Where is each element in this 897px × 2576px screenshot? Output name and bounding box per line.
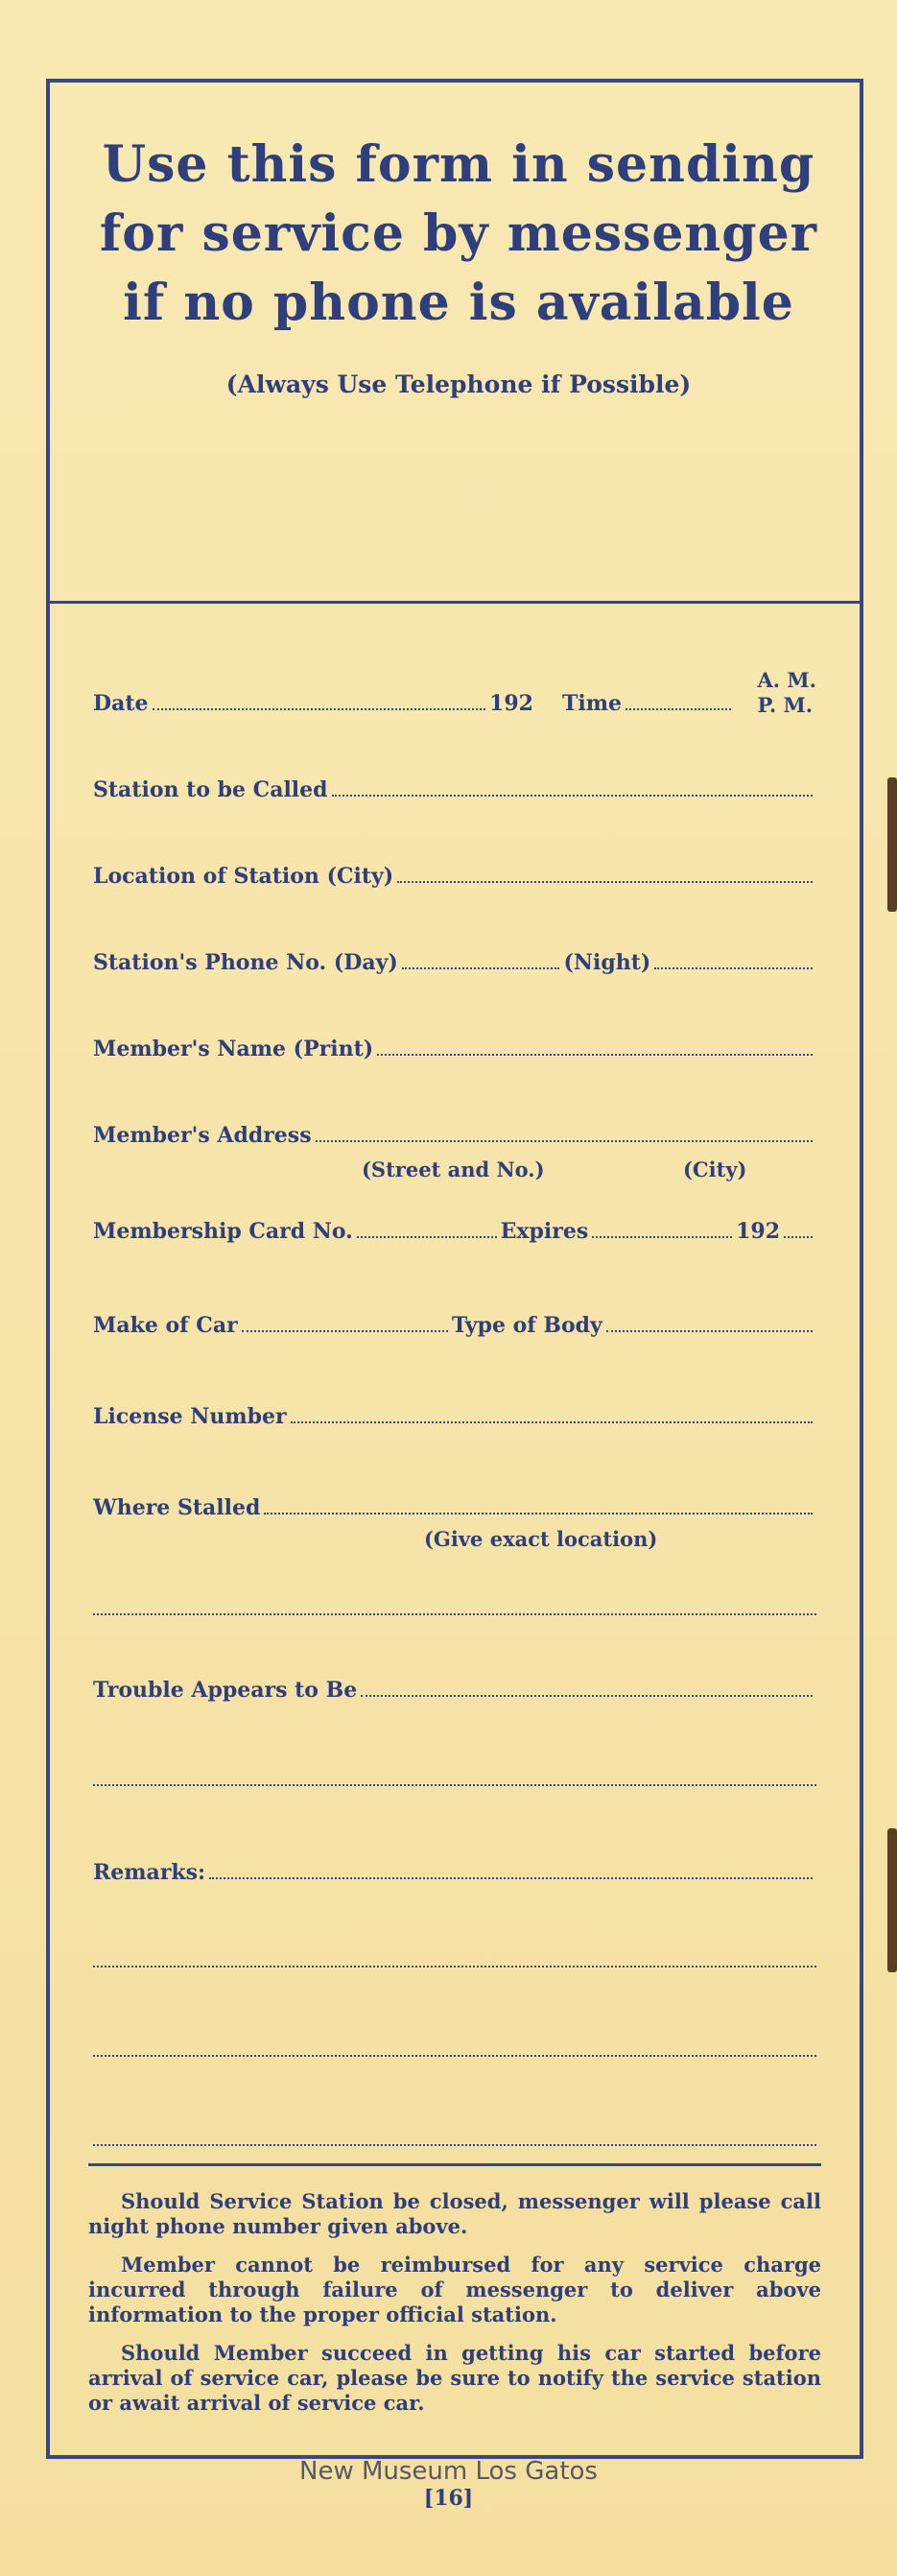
- time-label: Time: [561, 690, 622, 716]
- pm-label: P. M.: [757, 693, 814, 717]
- where-stalled-input[interactable]: [264, 1493, 813, 1515]
- form-subtitle: (Always Use Telephone if Possible): [225, 370, 692, 398]
- watermark-text: New Museum Los Gatos: [299, 2457, 598, 2486]
- form-frame: [46, 79, 863, 2459]
- date-input[interactable]: [153, 689, 486, 710]
- expires-year-input[interactable]: [784, 1217, 813, 1238]
- page-number: [16]: [423, 2486, 474, 2511]
- make-car-input[interactable]: [242, 1311, 448, 1332]
- where-stalled-label: Where Stalled: [93, 1494, 261, 1520]
- phone-night-label: (Night): [563, 949, 651, 975]
- remarks-row: [93, 1858, 816, 1885]
- trouble-extra-line[interactable]: [93, 1784, 816, 1786]
- am-pm-label: [758, 668, 816, 718]
- bottom-divider: [88, 2163, 821, 2166]
- year-label: 192: [489, 690, 533, 716]
- top-divider: [50, 601, 860, 604]
- license-input[interactable]: [291, 1402, 813, 1423]
- license-row: [93, 1402, 816, 1429]
- remarks-line-3[interactable]: [93, 2055, 816, 2057]
- phone-night-input[interactable]: [654, 948, 813, 969]
- where-stalled-extra-line[interactable]: [93, 1613, 816, 1615]
- city-hint: (City): [683, 1157, 747, 1181]
- note-3: Should Member succeed in getting his car started before arrival of service car, please be sure to notify the service station or await arrival of service car.: [88, 2341, 821, 2415]
- card-no-label: Membership Card No.: [93, 1218, 353, 1244]
- where-stalled-row: [93, 1493, 816, 1520]
- instructions: [88, 2189, 821, 2429]
- member-address-row: [93, 1121, 816, 1148]
- member-address-label: Member's Address: [93, 1122, 312, 1148]
- remarks-label: Remarks:: [93, 1859, 206, 1885]
- phone-day-label: Station's Phone No. (Day): [93, 949, 398, 975]
- street-hint: (Street and No.): [362, 1157, 545, 1181]
- body-type-input[interactable]: [606, 1311, 813, 1332]
- exact-location-hint: (Give exact location): [424, 1527, 658, 1551]
- location-input[interactable]: [397, 862, 813, 883]
- member-address-input[interactable]: [316, 1121, 813, 1142]
- make-car-label: Make of Car: [93, 1312, 238, 1338]
- location-row: [93, 862, 816, 889]
- binding-clip-top: [887, 777, 897, 912]
- station-called-label: Station to be Called: [93, 776, 328, 802]
- expires-input[interactable]: [592, 1217, 732, 1238]
- date-label: Date: [93, 690, 149, 716]
- remarks-line-4[interactable]: [93, 2144, 816, 2146]
- trouble-row: [93, 1676, 816, 1703]
- license-label: License Number: [93, 1403, 287, 1429]
- card-row: [93, 1217, 816, 1244]
- date-time-row: [93, 689, 735, 716]
- am-label: A. M.: [757, 668, 816, 692]
- car-row: [93, 1311, 816, 1338]
- note-2: Member cannot be reimbursed for any service charge incurred through failure of messenger to deliver above information to the proper official station.: [88, 2253, 821, 2326]
- phone-row: [93, 948, 816, 975]
- expires-year-label: 192: [736, 1218, 781, 1244]
- location-label: Location of Station (City): [93, 863, 394, 889]
- body-type-label: Type of Body: [451, 1312, 602, 1338]
- remarks-input[interactable]: [209, 1858, 813, 1879]
- phone-day-input[interactable]: [402, 948, 560, 969]
- note-1: Should Service Station be closed, messenger will please call night phone number given above.: [88, 2189, 821, 2238]
- binding-clip-bottom: [887, 1828, 897, 1972]
- member-name-input[interactable]: [377, 1035, 813, 1056]
- station-called-input[interactable]: [332, 775, 813, 797]
- title-line-3: if no phone is available: [123, 274, 794, 332]
- trouble-label: Trouble Appears to Be: [93, 1677, 358, 1703]
- title-line-1: Use this form in sending: [102, 135, 815, 194]
- title-line-2: for service by messenger: [99, 204, 818, 263]
- trouble-input[interactable]: [361, 1676, 813, 1697]
- member-name-label: Member's Name (Print): [93, 1036, 374, 1061]
- station-called-row: [93, 775, 816, 802]
- form-title: [50, 131, 867, 338]
- member-name-row: [93, 1035, 816, 1061]
- time-input[interactable]: [626, 689, 731, 710]
- remarks-line-2[interactable]: [93, 1966, 816, 1968]
- card-no-input[interactable]: [357, 1217, 497, 1238]
- expires-label: Expires: [500, 1218, 589, 1244]
